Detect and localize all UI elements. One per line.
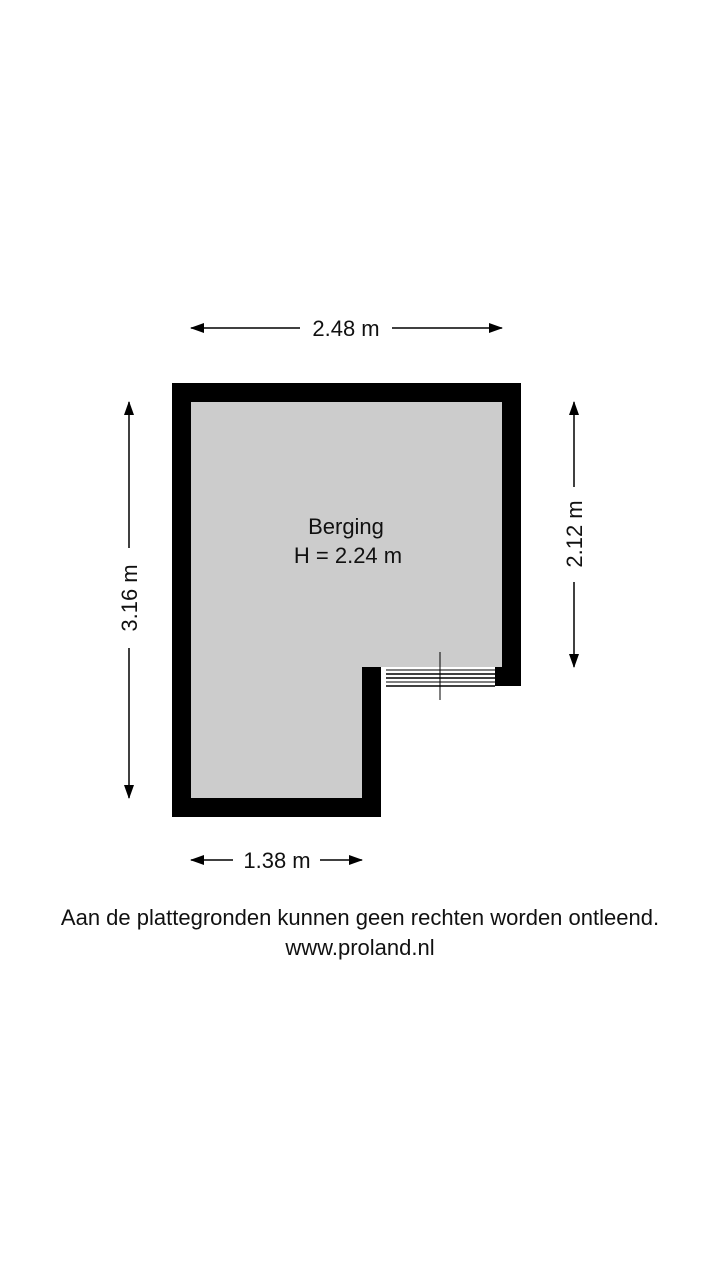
dimension-bottom-label: 1.38 m	[243, 848, 311, 873]
website-text: www.proland.nl	[285, 935, 435, 960]
dimension-top	[191, 316, 502, 341]
room-height: H = 2.24 m	[293, 543, 403, 568]
room-name: Berging	[308, 514, 384, 539]
room-floor	[191, 402, 502, 798]
dimension-right-label: 2.12 m	[562, 500, 587, 568]
dimension-left	[117, 402, 142, 798]
disclaimer-text: Aan de plattegronden kunnen geen rechten worden ontleend.	[60, 905, 660, 930]
dimension-top-label: 2.48 m	[312, 316, 380, 341]
dimension-bottom	[191, 848, 362, 873]
dimension-left-label: 3.16 m	[117, 564, 142, 632]
dimension-right	[562, 402, 587, 667]
